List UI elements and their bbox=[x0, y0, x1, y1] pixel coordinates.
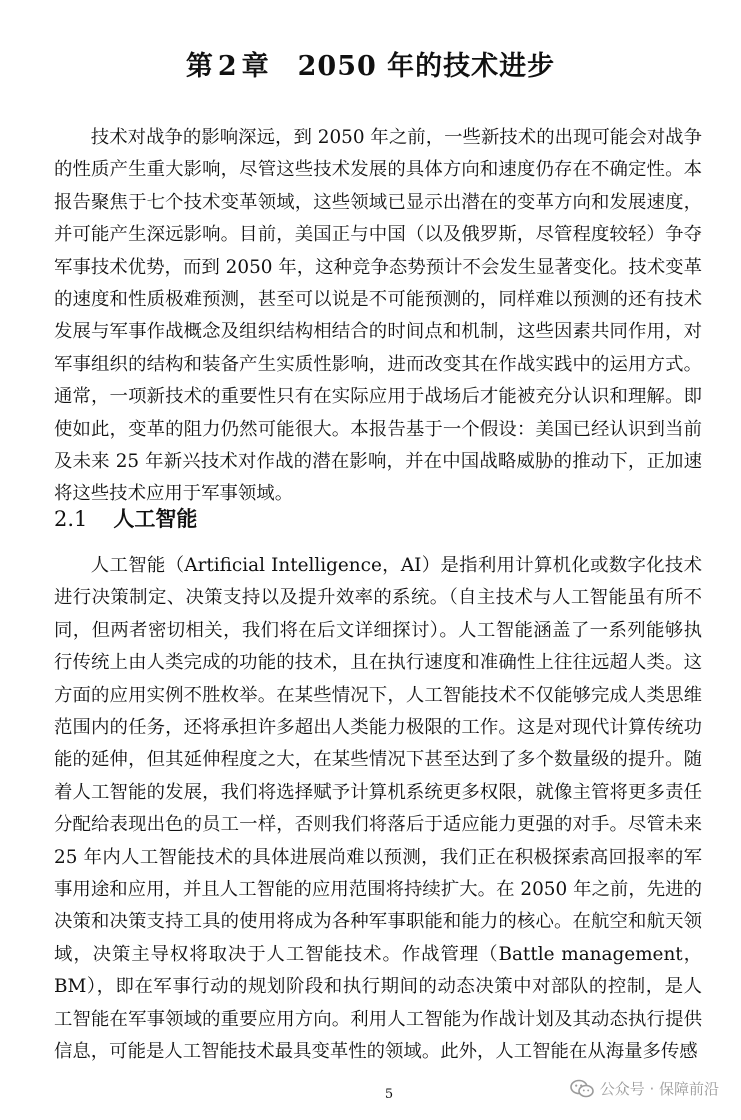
section-number: 2.1 bbox=[54, 507, 88, 531]
chapter-suffix: 章 bbox=[241, 51, 270, 82]
chapter-title bbox=[0, 44, 741, 83]
intro-paragraph: 技术对战争的影响深远，到 2050 年之前，一些新技术的出现可能会对战争的性质产生重大影响，尽管这些技术发展的具体方向和速度仍存在不确定性。本报告聚焦于七个技术变革领域，这些领域已显示出潜在的变革方向和发展速度，并可能产生深远影响。目前，美国正与中国（以及俄罗斯，尽管程度较轻）争夺军事技术优势，而到 2050 年，这种竞争态势预计不会发生显著变化。技术变革的速度和性质极难预测，甚至可以说是不可能预测的，同样难以预测的还有技术发展与军事作战概念及组织结构相结合的时间点和机制，这些因素共同作用，对军事组织的结构和装备产生实质性影响，进而改变其在作战实践中的运用方式。通常，一项新技术的重要性只有在实际应用于战场后才能被充分认识和理解。即使如此，变革的阻力仍然可能很大。本报告基于一个假设：美国已经认识到当前及未来 25 年新兴技术对作战的潜在影响，并在中国战略威胁的推动下，正加速将这些技术应用于军事领域。 bbox=[54, 127, 702, 505]
section-title: 人工智能 bbox=[113, 506, 198, 531]
chapter-number: 2 bbox=[217, 51, 238, 82]
ai-paragraph: 人工智能（Artificial Intelligence，AI）是指利用计算机化或数字化技术进行决策制定、决策支持以及提升效率的系统。（自主技术与人工智能虽有所不同，但两者密切相关，我们将在后文详细探讨）。人工智能涵盖了一系列能够执行传统上由人类完成的功能的技术，且在执行速度和准确性上往往远超人类。这方面的应用实例不胜枚举。在某些情况下，人工智能技术不仅能够完成人类思维范围内的任务，还将承担许多超出人类能力极限的工作。这是对现代计算传统功能的延伸，但其延伸程度之大，在某些情况下甚至达到了多个数量级的提升。随着人工智能的发展，我们将选择赋予计算机系统更多权限，就像主管将更多责任分配给表现出色的员工一样，否则我们将落后于适应能力更强的对手。尽管未来 25 年内人工智能技术的具体进展尚难以预测，我们正在积极探索高回报率的军事用途和应用，并且人工智能的应用范围将持续扩大。在 2050 年之前，先进的决策和决策支持工具的使用将成为各种军事职能和能力的核心。在航空和航天领域，决策主导权将取决于人工智能技术。作战管理（Battle management，BM），即在军事行动的规划阶段和执行期间的动态决策中对部队的控制，是人工智能在军事领域的重要应用方向。利用人工智能为作战计划及其动态执行提供信息，可能是人工智能技术最具变革性的领域。此外，人工智能在从海量多传感 bbox=[54, 555, 702, 1063]
watermark-text: 公众号 · 保障前沿 bbox=[599, 1080, 719, 1098]
page-number: 5 bbox=[384, 1087, 394, 1102]
watermark bbox=[570, 1078, 719, 1099]
section-heading bbox=[54, 503, 197, 533]
chapter-prefix: 第 bbox=[185, 51, 214, 82]
wechat-icon bbox=[570, 1079, 594, 1099]
chapter-title-text: 2050 年的技术进步 bbox=[297, 51, 556, 82]
